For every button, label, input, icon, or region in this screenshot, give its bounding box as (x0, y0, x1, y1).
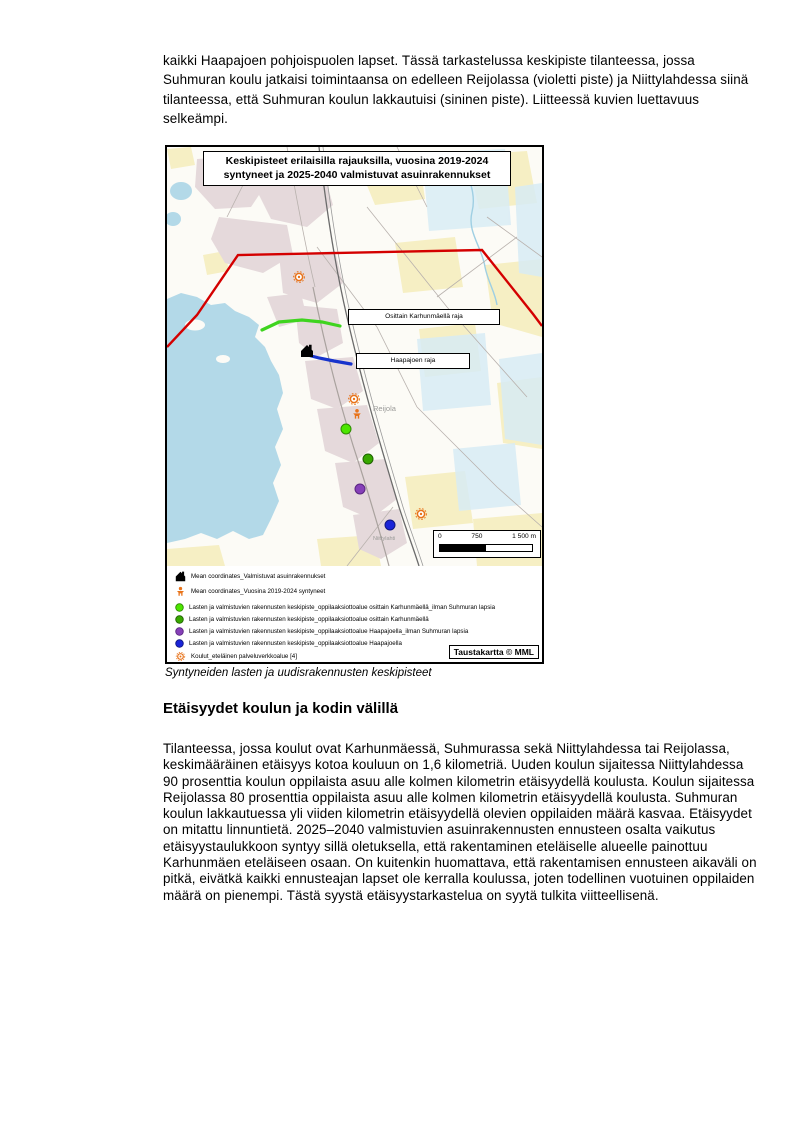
legend-label: Lasten ja valmistuvien rakennusten keskipiste_oppilaaksiottoalue osittain Karhunmäellä (189, 615, 429, 623)
dot-dark-green (363, 454, 373, 464)
dot-icon (175, 603, 184, 612)
legend-label: Mean coordinates_Valmistuvat asuinrakennukset (191, 572, 326, 580)
school-icon (175, 651, 186, 662)
person-icon (175, 586, 186, 597)
boundary-label-haapajoki: Haapajoen raja (356, 353, 470, 369)
dot-icon (175, 639, 184, 648)
place-label-niittylahti: Niittylahti (373, 536, 396, 542)
legend-item (175, 613, 429, 625)
dot-icon (175, 615, 184, 624)
map-legend (167, 566, 542, 662)
section-heading: Etäisyydet koulun ja kodin välillä (163, 700, 399, 717)
scale-start: 0 (438, 533, 442, 540)
scale-end: 1 500 m (512, 533, 536, 540)
dot-purple (355, 484, 365, 494)
legend-label: Lasten ja valmistuvien rakennusten keskipiste_oppilaaksiottoalue Haapajoella_ilman Suhmuran lapsia (189, 627, 469, 635)
scale-track (439, 544, 533, 552)
map-title-line2: syntyneet ja 2025-2040 valmistuvat asuinrakennukset (223, 168, 491, 181)
legend-label: Mean coordinates_Vuosina 2019-2024 syntyneet (191, 587, 326, 595)
legend-item (175, 625, 468, 637)
legend-item (175, 601, 495, 613)
figure-caption: Syntyneiden lasten ja uudisrakennusten keskipisteet (165, 667, 432, 679)
legend-label: Lasten ja valmistuvien rakennusten keskipiste_oppilaaksiottoalue Haapajoella (189, 639, 402, 647)
dot-blue (385, 520, 395, 530)
place-label-reijola: Reijola (373, 404, 396, 413)
scale-bar (433, 530, 541, 558)
scale-mid: 750 (471, 533, 483, 540)
house-icon (175, 571, 186, 582)
boundary-label-karhunmaki: Osittain Karhunmäellä raja (348, 309, 500, 325)
map-title-line1: Keskipisteet erilaisilla rajauksilla, vuosina 2019-2024 (225, 155, 489, 167)
map-figure (165, 145, 544, 664)
basemap-attribution: Taustakartta © MML (449, 645, 539, 659)
legend-label: Lasten ja valmistuvien rakennusten keskipiste_oppilaaksiottoalue osittain Karhunmäellä_ilman Suhmuran lapsia (189, 603, 496, 611)
dot-light-green (341, 424, 351, 434)
legend-item (175, 650, 297, 662)
legend-item (175, 637, 402, 649)
dot-icon (175, 627, 184, 636)
legend-item (175, 570, 325, 582)
map-image (167, 147, 542, 566)
legend-item (175, 585, 325, 597)
paragraph-distances: Tilanteessa, jossa koulut ovat Karhunmäessä, Suhmurassa sekä Niittylahdessa tai Reijolassa, keskimääräinen etäisyys kotoa kouluun on 1,6 kilometriä. Uuden koulun sijaitessa Niittylahdessa 90 prosenttia koulun oppilaista asuu alle kolmen kilometrin etäisyydellä koulusta. Koulun sijaitessa Reijolassa 80 prosenttia oppilaista asuu alle kolmen kilometrin etäisyydellä koulusta. Suhmuran koulun lakkautuessa yli viiden kilometrin etäisyydellä olevien oppilaiden määrä kasvaa. Etäisyydet on mitattu linnuntietä. 2025–2040 valmistuvien asuinrakennusten ennusteen osalta vaikutus etäisyystaulukkoon syntyy sillä oletuksella, että rakentaminen eteläiselle alueelle painottuu Karhunmäen eteläiseen osaan. On kuitenkin huomattava, että rakentamisen ennusteen aikaväli on pitkä, eivätkä kaikki ennusteajan lapset ole kerralla koulussa, joten todellinen vuotuinen oppilaiden määrä on pienempi. Tästä syystä etäisyystarkastelua on syytä tulkita viitteellisenä. (163, 741, 757, 903)
map-title (203, 151, 511, 186)
legend-label: Koulut_eteläinen palveluverkkoalue [4] (191, 652, 297, 660)
paragraph-intro: kaikki Haapajoen pohjoispuolen lapset. Tässä tarkastelussa keskipiste tilanteessa, jossa Suhmuran koulu jatkaisi toimintaansa on edelleen Reijolassa (violetti piste) ja Niittylahdessa siinä tilanteessa, että Suhmuran koulun lakkautuisi (sininen piste). Liitteessä kuvien luettavuus selkeämpi. (163, 53, 749, 126)
